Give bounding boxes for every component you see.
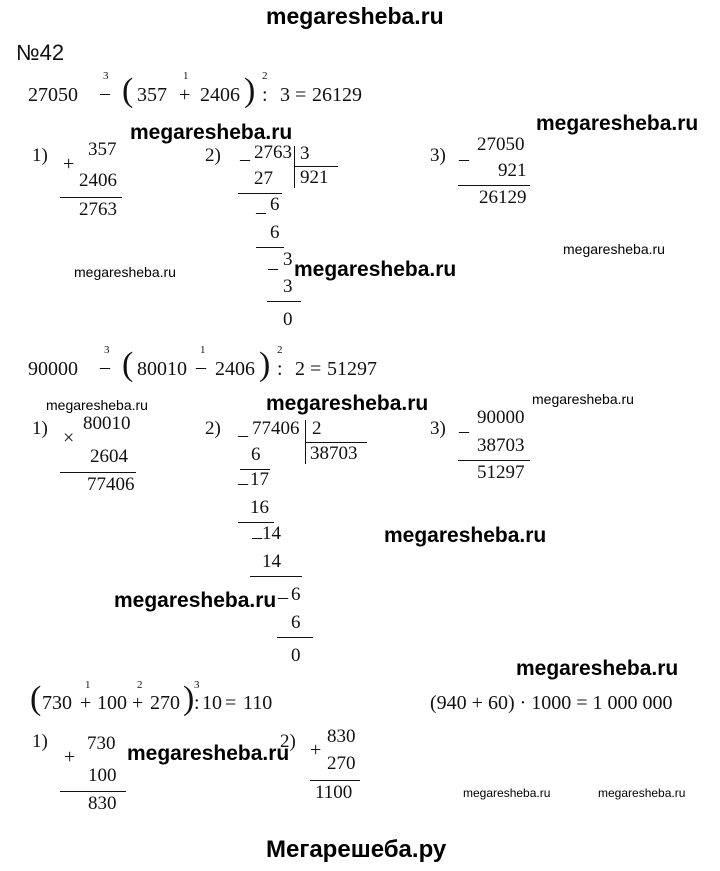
ex3-paren-open: ( <box>30 680 42 717</box>
ex1-step1-bottom: 2406 <box>79 170 117 191</box>
ex1-plus: + <box>179 84 191 106</box>
ex3-colon: : <box>194 692 200 714</box>
ex3-step1-label: 1) <box>32 731 48 752</box>
ex1-step2-dividend: 2763 <box>254 142 292 163</box>
ex3-order-mark-3: 3 <box>194 679 200 691</box>
ex2-step2-rem-3: 6 <box>291 584 301 605</box>
watermark: megaresheba.ru <box>463 786 551 800</box>
ex2-step2-sub-2: 16 <box>250 497 269 518</box>
ex2-term-b: 80010 <box>137 358 187 380</box>
ex1-step2-sub-2: 6 <box>270 222 280 243</box>
page-footer-site: Мегарешеба.ру <box>266 836 447 863</box>
ex2-step2-dividend: 77406 <box>252 418 300 439</box>
ex2-minus: – <box>100 356 110 378</box>
ex1-step2-rem-2: 3 <box>283 249 293 270</box>
watermark: megaresheba.ru <box>114 589 277 612</box>
watermark: megaresheba.ru <box>516 657 679 680</box>
ex1-step2-bracket <box>294 146 295 188</box>
ex1-step1-result: 2763 <box>79 199 117 220</box>
ex1-step1-plus: + <box>63 153 75 175</box>
ex1-term-b: 357 <box>137 84 167 106</box>
ex3-order-mark-2: 2 <box>137 679 143 691</box>
ex2-step2-remainder: 0 <box>291 645 301 666</box>
ex2-step2-minus-4: – <box>278 586 288 608</box>
ex2-step2-sub-4: 6 <box>291 612 301 633</box>
ex1-result: 26129 <box>312 84 362 106</box>
ex2-equals: = <box>310 358 322 380</box>
watermark: megaresheba.ru <box>130 121 293 144</box>
ex2-term-a: 90000 <box>28 358 78 380</box>
ex1-equals: = <box>295 84 307 106</box>
ex1-colon: : <box>262 84 268 106</box>
ex1-paren-open: ( <box>122 72 134 109</box>
ex1-term-d: 3 <box>280 84 290 106</box>
ex3-term-b: 100 <box>97 692 127 714</box>
ex1-order-mark-3: 3 <box>103 70 109 82</box>
ex1-term-a: 27050 <box>28 84 78 106</box>
watermark: megaresheba.ru <box>384 524 547 547</box>
ex3-result: 110 <box>243 692 273 714</box>
watermark: megaresheba.ru <box>536 112 699 135</box>
ex3-step2-plus: + <box>310 739 322 761</box>
ex1-step2-minus-3: – <box>268 257 278 279</box>
ex1-step3-line <box>458 185 530 186</box>
ex3-step2-top: 830 <box>327 726 356 747</box>
watermark: megaresheba.ru <box>563 241 665 257</box>
ex3-plus-1: + <box>80 692 92 714</box>
ex2-term-d: 2 <box>295 358 305 380</box>
watermark: megaresheba.ru <box>598 786 686 800</box>
ex1-step3-top: 27050 <box>477 134 525 155</box>
ex3-plus-2: + <box>132 692 144 714</box>
ex2-result: 51297 <box>327 358 377 380</box>
ex2-step1-times: × <box>63 427 75 449</box>
ex3-step1-line <box>60 791 126 792</box>
ex3-step2-label: 2) <box>280 731 296 752</box>
ex1-step2-sub-1: 27 <box>254 168 273 189</box>
ex2-step2-sub-3: 14 <box>262 551 281 572</box>
ex1-step2-minus: – <box>240 148 250 170</box>
page-header-site: megaresheba.ru <box>266 3 444 29</box>
watermark: megaresheba.ru <box>74 264 176 280</box>
ex3-step1-bottom: 100 <box>88 765 117 786</box>
ex2-step1-bottom: 2604 <box>90 446 128 467</box>
ex1-step2-remainder: 0 <box>283 309 293 330</box>
ex2-step3-label: 3) <box>430 418 446 439</box>
ex3-step1-top: 730 <box>87 733 116 754</box>
ex1-step2-minus-2: – <box>256 201 266 223</box>
ex2-step2-line-4 <box>277 637 313 638</box>
watermark: megaresheba.ru <box>294 258 457 281</box>
watermark: megaresheba.ru <box>532 391 634 407</box>
ex3-step2-result: 1100 <box>315 782 353 803</box>
ex4-expression: (940 + 60) · 1000 = 1 000 000 <box>430 692 673 714</box>
ex1-step3-label: 3) <box>430 145 446 166</box>
ex2-step2-quotient: 38703 <box>310 443 358 464</box>
watermark: megaresheba.ru <box>127 742 290 765</box>
ex3-equals: = <box>225 692 237 714</box>
ex2-step2-minus-2: – <box>238 472 248 494</box>
ex1-step3-bottom: 921 <box>498 160 527 181</box>
ex2-step2-line-3 <box>250 576 302 577</box>
ex2-paren-close: ) <box>259 346 271 383</box>
ex3-step1-result: 830 <box>88 793 117 814</box>
ex1-step1-label: 1) <box>32 145 48 166</box>
ex2-step2-sub-1: 6 <box>251 444 261 465</box>
ex1-step2-rem-1: 6 <box>270 194 280 215</box>
ex2-term-c: 2406 <box>215 358 255 380</box>
watermark: megaresheba.ru <box>46 397 148 413</box>
ex1-term-c: 2406 <box>200 84 240 106</box>
ex1-order-mark-2: 2 <box>262 70 268 82</box>
ex2-step2-minus: – <box>238 424 248 446</box>
watermark: megaresheba.ru <box>266 392 429 415</box>
ex1-minus: – <box>100 82 110 104</box>
ex3-step2-bottom: 270 <box>327 753 356 774</box>
ex1-step2-line-3 <box>267 301 301 302</box>
ex2-step2-rem-2: 14 <box>262 523 281 544</box>
ex2-step2-label: 2) <box>205 418 221 439</box>
ex1-step1-line <box>60 197 122 198</box>
ex2-order-mark-1: 1 <box>200 344 206 356</box>
ex1-step2-quotient: 921 <box>300 167 329 188</box>
ex2-step1-top: 80010 <box>83 413 131 434</box>
ex2-order-mark-3: 3 <box>104 344 110 356</box>
ex2-step2-divisor: 2 <box>312 418 322 439</box>
ex2-step1-label: 1) <box>32 418 48 439</box>
ex3-term-d: 10 <box>202 692 222 714</box>
ex2-step3-bottom: 38703 <box>477 435 525 456</box>
ex1-step1-top: 357 <box>88 139 117 160</box>
ex1-order-mark-1: 1 <box>183 70 189 82</box>
ex1-step3-minus: – <box>459 148 469 170</box>
ex2-minus-inner: – <box>196 356 206 378</box>
ex2-step3-minus: – <box>459 420 469 442</box>
ex3-order-mark-1: 1 <box>85 679 91 691</box>
ex2-step3-line <box>458 460 530 461</box>
ex1-step2-sub-3: 3 <box>283 276 293 297</box>
ex2-step3-result: 51297 <box>477 462 525 483</box>
ex3-paren-close: ) <box>183 680 195 717</box>
ex3-term-a: 730 <box>42 692 72 714</box>
ex2-colon: : <box>277 358 283 380</box>
ex2-order-mark-2: 2 <box>277 344 283 356</box>
ex1-step3-result: 26129 <box>479 187 527 208</box>
ex2-step2-minus-3: – <box>252 526 262 548</box>
ex1-step2-divisor: 3 <box>300 143 310 164</box>
ex2-step1-line <box>60 472 136 473</box>
ex3-term-c: 270 <box>150 692 180 714</box>
ex2-step1-result: 77406 <box>87 474 135 495</box>
ex1-step2-label: 2) <box>205 145 221 166</box>
ex2-step2-rem-1: 17 <box>250 469 269 490</box>
ex2-paren-open: ( <box>122 346 134 383</box>
ex3-step1-plus: + <box>64 746 76 768</box>
ex1-step2-line-2 <box>256 247 284 248</box>
ex3-step2-line <box>310 780 360 781</box>
problem-number: №42 <box>16 40 65 65</box>
ex1-paren-close: ) <box>244 72 256 109</box>
ex2-step3-top: 90000 <box>477 407 525 428</box>
